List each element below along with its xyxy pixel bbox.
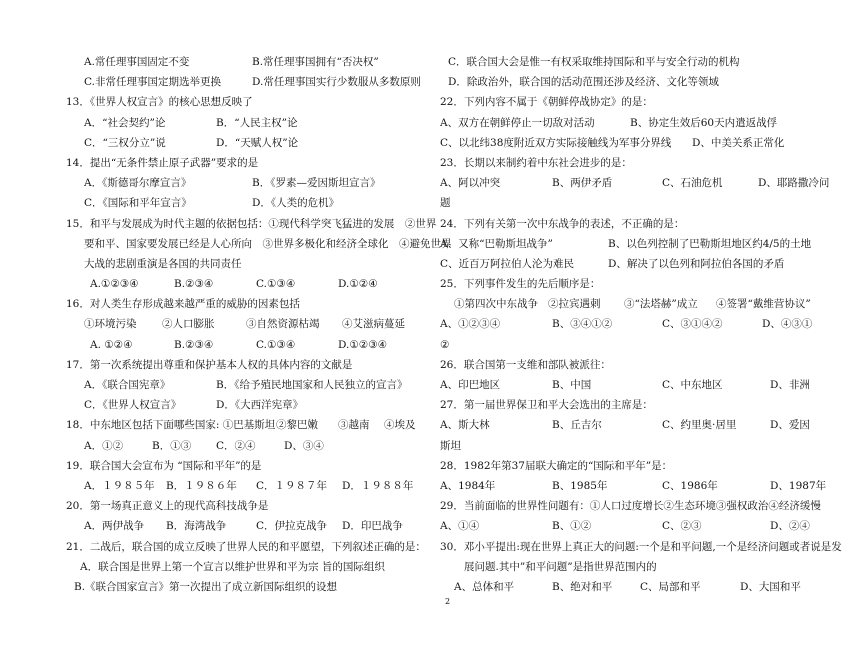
text-fragment: A、阿以冲突 [440, 177, 501, 190]
text-fragment: D．印巴战争 [342, 520, 403, 533]
text-fragment: D.常任理事国实行少数服从多数原则 [252, 76, 421, 89]
text-fragment: 13．《世界人权宣言》的核心思想反映了 [66, 96, 253, 109]
text-fragment: ③自然资源枯竭 [246, 318, 320, 331]
text-fragment: 15．和平与发展成为时代主题的依据包括：①现代科学突飞猛进的发展 ②世界 [66, 217, 437, 230]
text-line [440, 496, 830, 516]
text-fragment: A．联合国是世界上第一个宣言以维护世界和平为宗 旨的国际组织 [80, 560, 385, 573]
text-fragment: B.《联合国家宣言》第一次提出了成立新国际组织的设想 [74, 580, 338, 593]
text-line [66, 133, 436, 153]
text-line [66, 375, 436, 395]
text-line [66, 577, 436, 597]
text-fragment: 21．二战后，联合国的成立反映了世界人民的和平愿望，下列叙述正确的是： [66, 540, 426, 553]
text-fragment: D、③④ [284, 439, 324, 452]
text-fragment: 26．联合国第一支维和部队被派往： [440, 358, 611, 371]
text-fragment: C．《国际和平年宣言》 [84, 197, 192, 210]
text-fragment: 27．第一届世界保卫和平大会选出的主席是： [440, 399, 653, 412]
text-fragment: ②黎巴嫩 [276, 419, 318, 432]
text-line [66, 415, 436, 435]
text-line [440, 436, 830, 456]
text-fragment: D、非洲 [770, 379, 810, 391]
page-number: 2 [445, 597, 451, 606]
text-fragment: B．《给予殖民地国家和人民独立的宣言》 [216, 379, 408, 391]
text-fragment: 要和平、国家要发展已经是人心所向 ③世界多极化和经济全球化 ④避免世界 [84, 237, 452, 250]
text-fragment: 23．长期以来制约着中东社会进步的是： [440, 156, 632, 169]
text-fragment: 29．当前面临的世界性问题有：①人口过度增长②生态环境③强权政治④经济缓慢 [440, 500, 821, 513]
text-fragment: 17．第一次系统提出尊重和保护基本人权的具体内容的文献是 [66, 358, 353, 371]
text-fragment: A.常任理事国固定不变 [84, 56, 190, 68]
text-fragment: B、中国 [552, 379, 592, 391]
text-fragment: 20．第一场真正意义上的现代高科技战争是 [66, 500, 269, 513]
text-fragment: D、②④ [770, 520, 810, 533]
text-line [440, 335, 830, 355]
text-line [66, 537, 436, 557]
text-line [66, 496, 436, 516]
text-fragment: A、①④ [440, 520, 480, 533]
text-fragment: 18．中东地区包括下面哪些国家: ①巴基斯坦 [66, 419, 276, 432]
text-line [440, 456, 830, 476]
text-fragment: C、③①④② [662, 318, 723, 331]
text-fragment: A．两伊战争 [84, 520, 145, 533]
text-fragment: 22．下列内容不属于《朝鲜停战协定》的是： [440, 96, 653, 109]
text-fragment: 28．1982年第37届联大确定的“国际和平年”是： [440, 459, 673, 472]
text-line [440, 557, 830, 577]
text-line [440, 415, 830, 435]
text-fragment: C、局部和平 [640, 580, 701, 593]
text-fragment: C．“三权分立”说 [84, 136, 166, 149]
text-fragment: A.①②③④ [90, 278, 139, 291]
text-line [440, 193, 830, 213]
text-fragment: B、丘吉尔 [552, 419, 602, 432]
text-fragment: D．“天赋人权”论 [216, 136, 299, 149]
text-line [66, 234, 452, 254]
text-fragment: D、1987年 [770, 479, 827, 492]
text-fragment: A．１９８５年 [84, 479, 155, 492]
text-fragment: A、又称“巴勒斯坦战争” [440, 237, 553, 250]
text-line [440, 113, 830, 133]
text-fragment: A. ①②④ [90, 338, 133, 351]
text-line [440, 395, 830, 415]
text-fragment: B．海湾战争 [166, 520, 227, 533]
text-line [440, 92, 830, 112]
text-fragment: 大战的悲剧重演是各国的共同责任 [84, 257, 242, 270]
text-line [440, 254, 830, 274]
text-fragment: C．１９８７年 [256, 479, 328, 492]
text-line [66, 173, 436, 193]
text-fragment: B、①② [552, 520, 592, 533]
text-fragment: C.①③④ [256, 338, 296, 351]
text-fragment: D、爱因 [770, 419, 810, 432]
text-fragment: C、以北纬38度附近双方实际接触线为军事分界线 [440, 136, 672, 149]
text-fragment: ② [440, 338, 450, 351]
text-line [440, 294, 830, 314]
text-fragment: B.②③④ [174, 278, 214, 291]
text-line [66, 436, 436, 456]
left-column [66, 52, 452, 597]
text-fragment: ④签署“戴维营协议” [716, 298, 811, 311]
text-fragment: 16．对人类生存形成越来越严重的威胁的因素包括 [66, 298, 300, 311]
text-fragment: A．①② [84, 439, 124, 452]
text-fragment: C．伊拉克战争 [256, 520, 328, 533]
text-line [66, 395, 436, 415]
text-fragment: B．１９８６年 [166, 479, 237, 492]
text-line [440, 274, 830, 294]
text-line [66, 92, 436, 112]
text-fragment: 题 [440, 197, 451, 210]
text-fragment: B、以色列控制了巴勒斯坦地区约4/5的土地 [608, 237, 812, 250]
text-fragment: B．《罗素—爱因斯坦宣言》 [252, 177, 381, 190]
text-fragment: A．“社会契约”论 [84, 116, 166, 129]
text-fragment: D．《大西洋宪章》 [216, 399, 304, 412]
text-line [66, 214, 436, 234]
text-line [66, 314, 436, 334]
text-line [66, 254, 436, 274]
text-fragment: ③“法塔赫”成立 [624, 298, 698, 311]
text-line [66, 274, 436, 294]
text-fragment: A、斯大林 [440, 419, 490, 432]
text-fragment: ④埃及 [384, 419, 416, 432]
text-fragment: B．“人民主权”论 [216, 116, 298, 129]
text-fragment: A．《斯德哥尔摩宣言》 [84, 177, 192, 190]
text-fragment: D、耶路撒冷问 [758, 177, 830, 190]
text-fragment: B.②③④ [174, 338, 214, 351]
text-fragment: D、④③① [762, 318, 813, 331]
text-fragment: A．《联合国宪章》 [84, 379, 171, 391]
text-line [66, 153, 436, 173]
text-line [440, 52, 830, 72]
text-line [440, 153, 830, 173]
right-column [440, 52, 842, 597]
text-fragment: C.非常任理事国定期选举更换 [84, 76, 221, 89]
text-fragment: B．①③ [152, 439, 192, 452]
text-fragment: D.①②④ [338, 278, 378, 291]
text-line [66, 72, 436, 92]
text-fragment: ②人口膨胀 [162, 318, 215, 331]
text-line [440, 72, 830, 92]
text-fragment: A、总体和平 [454, 580, 515, 593]
text-line [440, 577, 830, 597]
text-fragment: D.①②③④ [338, 338, 388, 351]
text-fragment: 30．邓小平提出:现在世界上真正大的问题:一个是和平问题,一个是经济问题或者说是发 [440, 540, 842, 553]
text-line [440, 133, 830, 153]
text-fragment: 25．下列事件发生的先后顺序是： [440, 278, 601, 291]
text-fragment: 斯坦 [440, 439, 461, 452]
text-line [440, 214, 830, 234]
text-fragment: B.常任理事国拥有“否决权” [252, 56, 379, 68]
text-fragment: D、大国和平 [740, 580, 801, 593]
text-fragment: B、③④①② [552, 318, 613, 331]
text-line [66, 557, 436, 577]
text-fragment: 展问题.其中”和平问题”是指世界范围内的 [464, 560, 657, 573]
text-fragment: ①环境污染 [84, 318, 137, 331]
text-line [66, 355, 436, 375]
text-fragment: C．②④ [216, 439, 256, 452]
text-line [66, 52, 436, 72]
text-fragment: D、中美关系正常化 [692, 136, 785, 149]
text-fragment: D．１９８８年 [342, 479, 414, 492]
text-fragment: B、协定生效后60天内遣返战俘 [630, 116, 778, 129]
text-line [440, 516, 830, 536]
text-fragment: ④艾滋病蔓延 [342, 318, 405, 331]
text-fragment: C、1986年 [662, 479, 718, 492]
text-fragment: C、近百万阿拉伯人沦为难民 [440, 257, 575, 270]
text-fragment: A、1984年 [440, 479, 496, 492]
text-fragment: C.①③④ [256, 278, 296, 291]
text-line [440, 314, 830, 334]
text-line [440, 234, 830, 254]
text-line [66, 516, 436, 536]
text-fragment: 14．提出“无条件禁止原子武器”要求的是 [66, 156, 259, 169]
text-fragment: B、1985年 [552, 479, 608, 492]
text-fragment: A、印巴地区 [440, 379, 501, 391]
text-fragment: 24．下列有关第一次中东战争的表述，不正确的是： [440, 217, 685, 230]
text-line [66, 476, 436, 496]
text-fragment: D．除政治外，联合国的活动范围还涉及经济、文化等领域 [448, 76, 719, 89]
text-line [440, 476, 830, 496]
text-fragment: D、解决了以色列和阿拉伯各国的矛盾 [608, 257, 785, 270]
text-fragment: D．《人类的危机》 [252, 197, 340, 210]
text-line [440, 173, 830, 193]
text-fragment: ③越南 [338, 419, 370, 432]
text-fragment: B、两伊矛盾 [552, 177, 613, 190]
text-fragment: C、中东地区 [662, 379, 723, 391]
text-fragment: C．联合国大会是惟一有权采取维持国际和平与安全行动的机构 [448, 56, 740, 68]
text-line [66, 193, 436, 213]
text-line [440, 375, 830, 395]
text-line [440, 355, 830, 375]
text-line [66, 113, 436, 133]
text-fragment: B、绝对和平 [552, 580, 613, 593]
text-fragment: C、②③ [662, 520, 702, 533]
text-fragment: ②拉宾遇刺 [548, 298, 601, 311]
text-fragment: ①第四次中东战争 [454, 298, 538, 311]
text-fragment: 19．联合国大会宣布为 “国际和平年”的是 [66, 459, 262, 472]
text-fragment: A、①②③④ [440, 318, 501, 331]
text-line [440, 537, 842, 557]
text-line [66, 294, 436, 314]
text-fragment: C、约里奥·居里 [662, 419, 737, 432]
text-fragment: C．《世界人权宣言》 [84, 399, 182, 412]
text-line [66, 456, 436, 476]
text-line [66, 335, 436, 355]
text-fragment: C、石油危机 [662, 177, 723, 190]
text-fragment: A、双方在朝鲜停止一切敌对活动 [440, 116, 595, 129]
